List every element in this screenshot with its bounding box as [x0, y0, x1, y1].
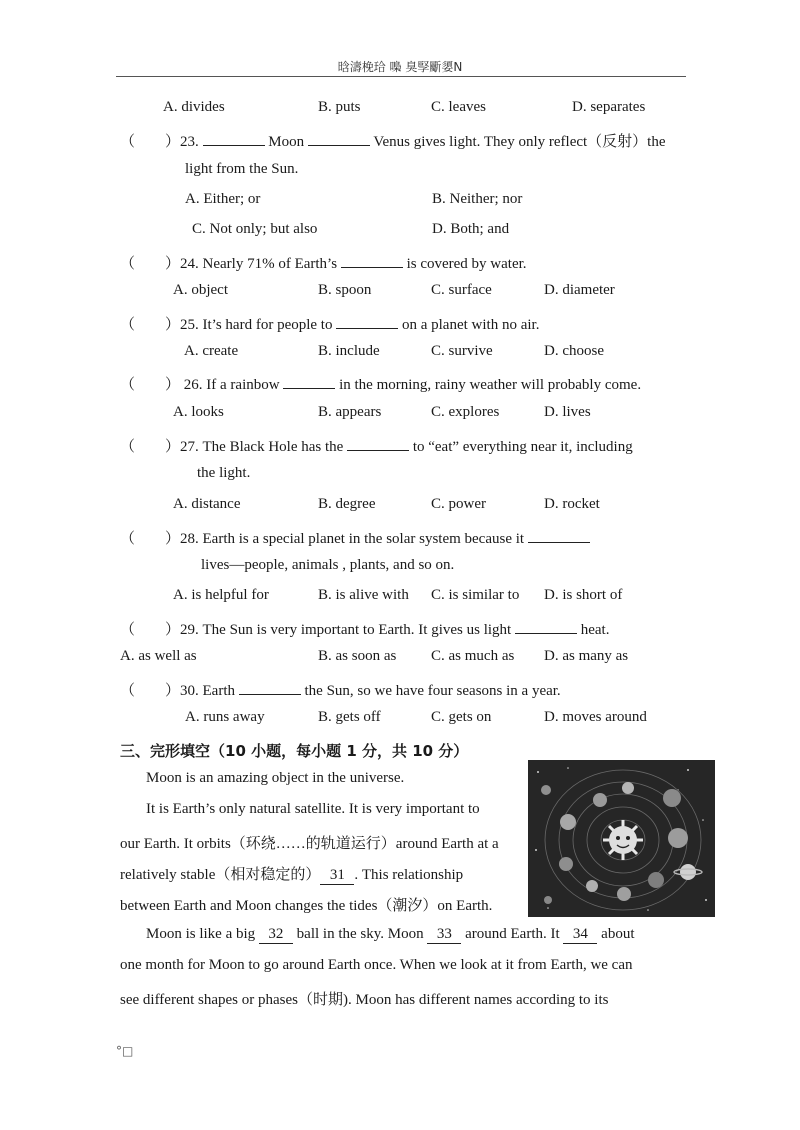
q23-line2: light from the Sun.: [185, 161, 299, 177]
planet-icon: [617, 887, 631, 901]
q29-option-b: B. as soon as: [318, 648, 397, 664]
q23-line1: （ ）23. Moon Venus gives light. They only reflect（反射）the: [120, 134, 666, 150]
answer-blank: [341, 254, 403, 268]
q28-stem: （ ）28. Earth is a special planet in the solar system because it: [120, 527, 590, 548]
answer-blank: [347, 437, 409, 451]
q25-option-c: C. survive: [431, 343, 493, 359]
q28-line2: lives—people, animals , plants, and so on.: [201, 557, 455, 573]
passage-line: Moon is like a big 32 ball in the sky. Moon 33 around Earth. It 34 about: [146, 926, 635, 942]
planet-icon: [593, 793, 607, 807]
q26-option-c: C. explores: [431, 404, 500, 420]
passage-line: It is Earth’s only natural satellite. It is very important to: [146, 801, 480, 817]
blank-31: 31: [320, 867, 354, 885]
blank-33: 33: [427, 926, 461, 944]
answer-blank: [528, 529, 590, 543]
blank-34: 34: [563, 926, 597, 944]
planet-icon: [663, 789, 681, 807]
planet-icon: [648, 872, 664, 888]
q23-number: 23.: [180, 134, 199, 150]
q30-stem: （ ）30. Earth the Sun, so we have four seasons in a year.: [120, 683, 561, 699]
planet-icon: [668, 828, 688, 848]
q30-option-d: D. moves around: [544, 709, 647, 725]
q29-stem: （ ）29. The Sun is very important to Earth. It gives us light heat.: [120, 622, 610, 638]
q30-option-a: A. runs away: [185, 709, 265, 725]
q29-option-d: D. as many as: [544, 648, 629, 664]
q28-option-c: C. is similar to: [431, 587, 520, 603]
q24-option-c: C. surface: [431, 282, 492, 298]
solar-system-image: [528, 760, 715, 917]
q23-option-c: C. Not only; but also: [192, 221, 318, 237]
q24-option-d: D. diameter: [544, 282, 615, 298]
q29-option-c: C. as much as: [431, 648, 515, 664]
answer-paren: （ ）: [120, 134, 181, 150]
page-footer: °□: [116, 1044, 134, 1058]
q25-stem: （ ）25. It’s hard for people to on a planet with no air.: [120, 317, 540, 333]
answer-blank: [308, 132, 370, 146]
q27-option-d: D. rocket: [544, 496, 600, 512]
q23-option-b: B. Neither; nor: [432, 191, 523, 207]
passage-p1: Moon is an amazing object in the universe.: [146, 770, 405, 786]
passage-line: between Earth and Moon changes the tides（潮汐）on Earth.: [120, 898, 493, 914]
answer-blank: [203, 132, 265, 146]
passage-line: relatively stable（相对稳定的） 31 . This relationship: [120, 867, 464, 883]
q24-option-a: A. object: [173, 282, 228, 298]
q23-option-d: D. Both; and: [432, 221, 510, 237]
answer-blank: [336, 315, 398, 329]
planet-icon: [586, 880, 598, 892]
q25-option-b: B. include: [318, 343, 380, 359]
sun-icon: [603, 820, 643, 860]
q27-stem: （ ）27. The Black Hole has the to “eat” everything near it, including: [120, 439, 633, 455]
q26-option-a: A. looks: [173, 404, 224, 420]
q26-option-b: B. appears: [318, 404, 382, 420]
q22-option-b: B. puts: [318, 99, 361, 115]
q28-option-d: D. is short of: [544, 587, 623, 603]
header-rule: [116, 76, 686, 77]
blank-32: 32: [259, 926, 293, 944]
answer-blank: [283, 375, 335, 389]
q30-option-c: C. gets on: [431, 709, 492, 725]
q27-option-b: B. degree: [318, 496, 376, 512]
q22-option-d: D. separates: [572, 99, 646, 115]
q29-option-a: A. as well as: [120, 648, 197, 664]
q22-option-a: A. divides: [163, 99, 225, 115]
page-header: 晗濤梚珨 嘄 臭孯斸嬃N: [337, 60, 463, 74]
planet-icon: [622, 782, 634, 794]
solar-system-illustration: [528, 760, 715, 917]
q24-option-b: B. spoon: [318, 282, 372, 298]
q24-stem: （ ）24. Nearly 71% of Earth’s is covered by water.: [120, 256, 527, 272]
q28-option-b: B. is alive with: [318, 587, 409, 603]
answer-blank: [239, 681, 301, 695]
passage-line: our Earth. It orbits（环绕……的轨道运行）around Earth at a: [120, 836, 499, 852]
q25-option-d: D. choose: [544, 343, 604, 359]
q28-option-a: A. is helpful for: [173, 587, 269, 603]
q30-option-b: B. gets off: [318, 709, 381, 725]
planet-icon: [560, 814, 576, 830]
planet-icon: [544, 896, 552, 904]
passage-line: one month for Moon to go around Earth once. When we look at it from Earth, we can: [120, 957, 633, 973]
answer-blank: [515, 620, 577, 634]
passage-line: see different shapes or phases（时期). Moon has different names according to its: [120, 992, 609, 1008]
q27-option-c: C. power: [431, 496, 486, 512]
section-title: 三、完形填空（10 小题，每小题 1 分，共 10 分）: [120, 742, 469, 760]
planet-icon: [680, 864, 696, 880]
q27-option-a: A. distance: [173, 496, 241, 512]
q25-option-a: A. create: [184, 343, 239, 359]
q22-option-c: C. leaves: [431, 99, 486, 115]
q26-option-d: D. lives: [544, 404, 591, 420]
planet-icon: [559, 857, 573, 871]
planet-icon: [541, 785, 551, 795]
q27-line2: the light.: [197, 465, 251, 481]
q26-stem: （ ） 26. If a rainbow in the morning, rainy weather will probably come.: [120, 377, 642, 393]
q23-option-a: A. Either; or: [185, 191, 261, 207]
